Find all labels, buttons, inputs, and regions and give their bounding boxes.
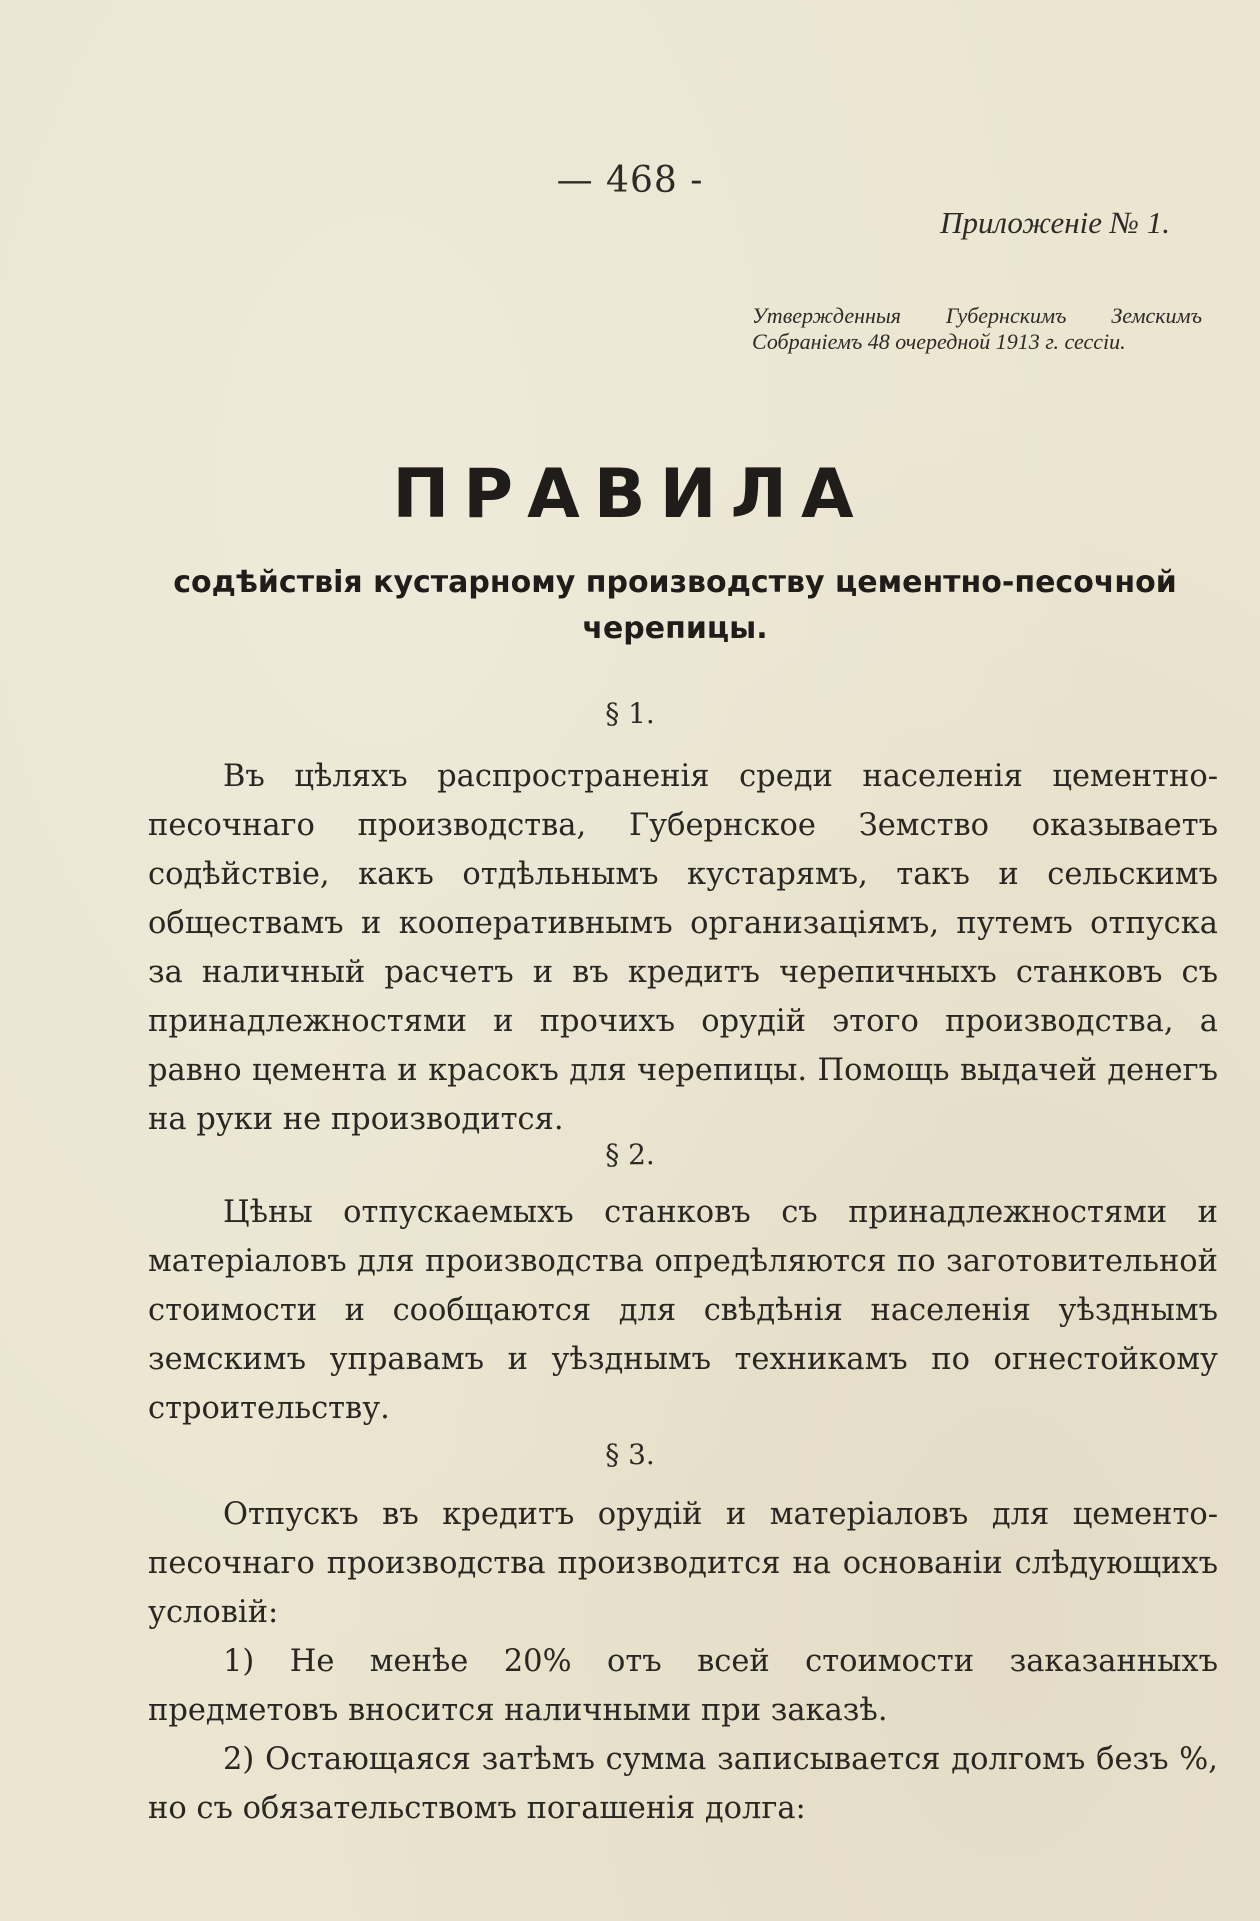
section-3-item-2: 2) Остающаяся затѣмъ сумма записывается долгомъ безъ %, но съ обязательствомъ погашенія долга: [148, 1742, 1218, 1826]
document-title: ПРАВИЛА [392, 455, 868, 534]
section-2-heading: § 2. [605, 1138, 655, 1171]
section-3-item-1: 1) Не менѣе 20% отъ всей стоимости заказанныхъ предметовъ вносится наличными при заказѣ. [148, 1644, 1218, 1728]
section-3-text: Отпускъ въ кредитъ орудій и матеріаловъ для цементо-песочнаго производства производится на основаніи слѣдующихъ условій: [148, 1497, 1218, 1630]
section-1-heading: § 1. [605, 697, 655, 730]
approval-note: Утвержденныя Губернскимъ Земскимъ Собраніемъ 48 очередной 1913 г. сессіи. [752, 303, 1202, 354]
document-subtitle: содѣйствія кустарному производству цементно-песочной черепицы. [173, 565, 1177, 646]
page-number: — 468 - [556, 160, 704, 201]
section-1-text: Въ цѣляхъ распространенія среди населенія цементно-песочнаго производства, Губернское Земство оказываетъ содѣйствіе, какъ отдѣльнымъ кустарямъ, такъ и сельскимъ обществамъ и кооперативнымъ организаціямъ, путемъ отпуска за наличный расчетъ и въ кредитъ черепичныхъ станковъ съ принадлежностями и прочихъ орудій этого производства, а равно цемента и красокъ для черепицы. Помощь выдачей денегъ на руки не производится. [148, 759, 1218, 1137]
appendix-label: Приложеніе № 1. [940, 205, 1170, 240]
section-3-heading: § 3. [605, 1438, 655, 1471]
section-2-text: Цѣны отпускаемыхъ станковъ съ принадлежностями и матеріаловъ для производства опредѣляются по заготовительной стоимости и сообщаются для свѣдѣнія населенія уѣзднымъ земскимъ управамъ и уѣзднымъ техникамъ по огнестойкому строительству. [148, 1195, 1218, 1426]
